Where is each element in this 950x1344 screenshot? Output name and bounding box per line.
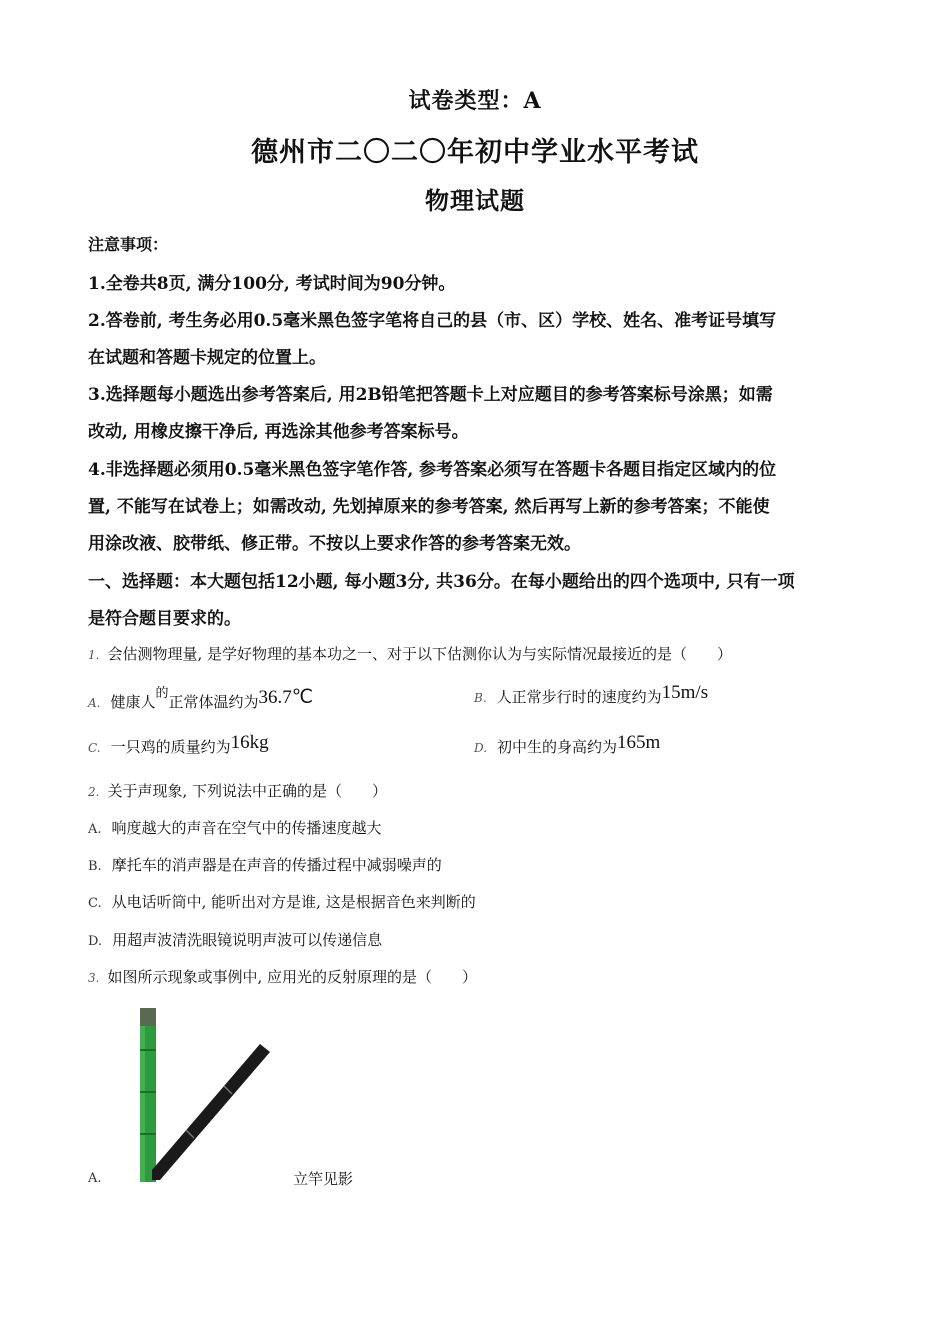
q1-option-c bbox=[88, 732, 269, 757]
notice-line-8: 用涂改液、胶带纸、修正带。不按以上要求作答的参考答案无效。 bbox=[88, 534, 581, 554]
option-value: 16kg bbox=[230, 732, 269, 753]
question-3-stem: 如图所示现象或事例中, 应用光的反射原理的是（ ） bbox=[107, 968, 477, 986]
question-1-stem: 会估测物理量, 是学好物理的基本功之一、对于以下估测你认为与实际情况最接近的是（ ） bbox=[107, 645, 732, 663]
q1-option-d bbox=[474, 732, 660, 757]
pole-shadow-figure bbox=[112, 1002, 292, 1182]
pole-shadow-illustration bbox=[112, 1002, 292, 1182]
option-letter: A. bbox=[88, 696, 101, 710]
q1-option-a bbox=[88, 682, 313, 712]
option-text: 用超声波清洗眼镜说明声波可以传递信息 bbox=[112, 931, 383, 949]
q2-option-d bbox=[88, 929, 382, 950]
notice-line-7: 置, 不能写在试卷上；如需改动, 先划掉原来的参考答案, 然后再写上新的参考答案；不能使 bbox=[88, 497, 770, 517]
option-text: 从电话听筒中, 能听出对方是谁, 这是根据音色来判断的 bbox=[111, 893, 476, 911]
option-text: 摩托车的消声器是在声音的传播过程中减弱噪声的 bbox=[111, 856, 442, 874]
option-letter: D. bbox=[474, 741, 488, 755]
option-value: 15m/s bbox=[661, 682, 709, 703]
option-text: 人正常步行时的速度约为 bbox=[496, 688, 662, 706]
option-text: 初中生的身高约为 bbox=[497, 738, 618, 756]
section-heading-line-2: 是符合题目要求的。 bbox=[88, 609, 241, 629]
section-heading-line-1: 一、选择题：本大题包括12小题, 每小题3分, 共36分。在每小题给出的四个选项中, 只有一项 bbox=[88, 572, 795, 592]
option-letter: A. bbox=[88, 822, 102, 837]
q3-option-a-letter bbox=[88, 1168, 112, 1186]
option-text: 一只鸡的质量约为 bbox=[110, 738, 231, 756]
option-value: 36.7℃ bbox=[258, 687, 314, 708]
question-2 bbox=[88, 780, 387, 801]
option-letter: A. bbox=[88, 1171, 102, 1186]
subject-title: 物理试题 bbox=[425, 186, 525, 215]
q2-option-a bbox=[88, 817, 382, 838]
question-2-stem: 关于声现象, 下列说法中正确的是（ ） bbox=[107, 782, 387, 800]
option-text: 正常体温约为 bbox=[168, 693, 259, 711]
option-letter: B. bbox=[474, 691, 487, 705]
option-letter: C. bbox=[88, 741, 101, 755]
q3-option-a-caption: 立竿见影 bbox=[293, 1170, 354, 1188]
question-1-number: 1. bbox=[88, 648, 100, 662]
notice-line-2: 2.答卷前, 考生务必用0.5毫米黑色签字笔将自己的县（市、区）学校、姓名、准考证号填写 bbox=[88, 311, 777, 331]
question-3 bbox=[88, 966, 477, 987]
question-1 bbox=[88, 643, 732, 664]
notice-line-5: 改动, 用橡皮擦干净后, 再选涂其他参考答案标号。 bbox=[88, 422, 469, 442]
notice-line-4: 3.选择题每小题选出参考答案后, 用2B铅笔把答题卡上对应题目的参考答案标号涂黑；如需 bbox=[88, 385, 773, 405]
option-text: 健康人 bbox=[110, 693, 156, 711]
q1-option-b bbox=[474, 682, 708, 707]
option-text: 响度越大的声音在空气中的传播速度越大 bbox=[111, 819, 382, 837]
option-value: 165m bbox=[617, 732, 661, 753]
question-3-number: 3. bbox=[88, 971, 100, 985]
notice-heading: 注意事项： bbox=[88, 235, 169, 254]
q2-option-c bbox=[88, 891, 476, 912]
question-2-number: 2. bbox=[88, 785, 100, 799]
option-text-raised: 的 bbox=[155, 686, 169, 701]
q2-option-b bbox=[88, 854, 442, 875]
notice-line-6: 4.非选择题必须用0.5毫米黑色签字笔作答, 参考答案必须写在答题卡各题目指定区域内的位 bbox=[88, 460, 777, 480]
paper-type: 试卷类型：A bbox=[408, 88, 542, 114]
exam-title: 德州市二〇二〇年初中学业水平考试 bbox=[251, 137, 699, 168]
option-letter: B. bbox=[88, 859, 102, 874]
notice-line-3: 在试题和答题卡规定的位置上。 bbox=[88, 348, 326, 368]
option-letter: D. bbox=[88, 934, 103, 949]
option-letter: C. bbox=[88, 896, 102, 911]
notice-line-1: 1.全卷共8页, 满分100分, 考试时间为90分钟。 bbox=[88, 274, 456, 294]
